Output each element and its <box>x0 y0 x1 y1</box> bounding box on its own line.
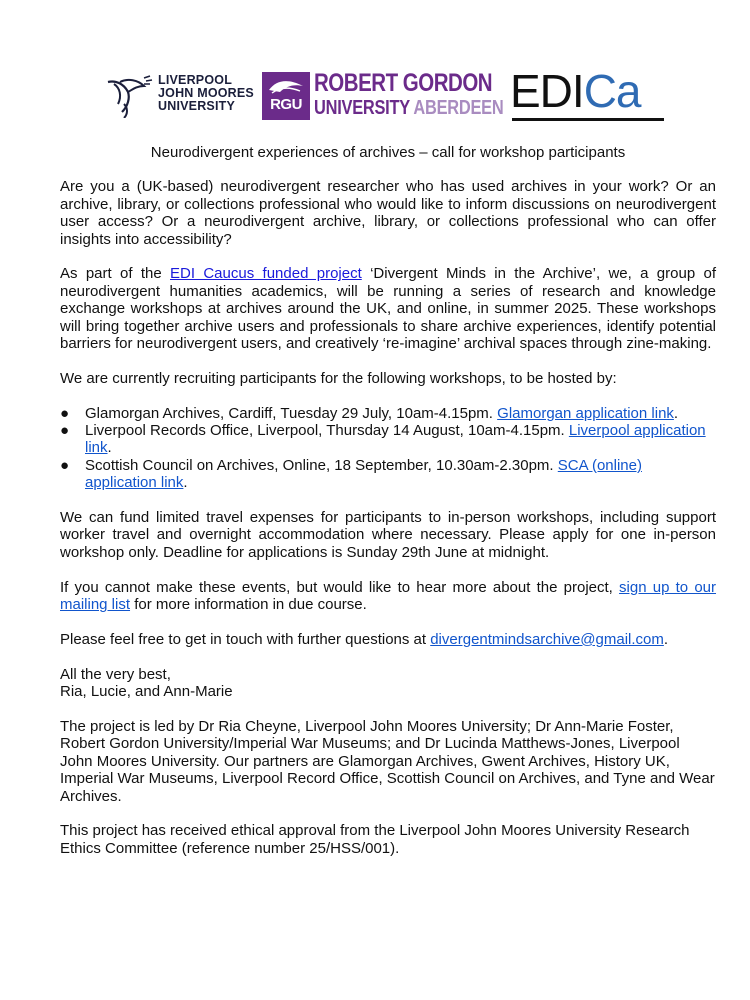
intro-paragraph: Are you a (UK-based) neurodivergent researcher who has used archives in your work? Or an archive, library, or collections professional who would like to inform discussions on neurodivergent user access? Or a neurodivergent archive, library, or collections professional who can offer insights into accessibility? <box>60 178 716 248</box>
recruiting-paragraph: We are currently recruiting participants for the following workshops, to be hosted by: <box>60 369 617 387</box>
contact-paragraph <box>60 631 716 648</box>
punct: . <box>107 439 112 457</box>
mailing-list-link[interactable]: sign up to our mailing list <box>60 578 717 614</box>
liverpool-application-link[interactable]: Liverpool application link <box>85 422 706 457</box>
workshop-details: Scottish Council on Archives, Online, 18 September, 10.30am-2.30pm. <box>85 456 558 474</box>
project-paragraph <box>60 265 716 352</box>
workshop-list <box>60 405 716 492</box>
edica-wordmark <box>510 66 641 116</box>
workshop-item-sca <box>60 457 716 492</box>
contact-text: Please feel free to get in touch with further questions at <box>60 630 431 648</box>
signatories: Ria, Lucie, and Ann-Marie <box>60 683 233 701</box>
mailing-paragraph <box>60 579 716 614</box>
ljmu-line-3: UNIVERSITY <box>158 99 236 113</box>
punct: . <box>183 474 188 492</box>
project-text-end: ‘Divergent Minds in the Archive’, we, a group of neurodivergent humanities academics, will be running a series of research and knowledge exchange workshops at archives around the UK, and online, in summer 2025. These workshops will bring together archive users and professionals to share archive experiences, identify potential barriers for neurodivergent users, and creatively ‘re-imagine’ archival spaces through zine-making. <box>60 265 716 353</box>
signature <box>60 666 716 701</box>
leaders-paragraph: The project is led by Dr Ria Cheyne, Liverpool John Moores University; Dr Ann-Marie Foster, Robert Gordon University/Imperial War Museums; and Dr Lucinda Matthews-Jones, Liverpool John Moores University. Our partners are Glamorgan Archives, Gwent Archives, History UK, Imperial War Museums, Liverpool Record Office, Scottish Council on Archives, and Tyne and Wear Archives. <box>60 717 715 805</box>
bullet-icon: ● <box>60 404 70 422</box>
rgu-abbr: RGU <box>270 96 302 113</box>
logo-banner <box>106 65 666 124</box>
bullet-icon: ● <box>60 456 70 474</box>
edi-caucus-link[interactable]: EDI Caucus funded project <box>170 265 362 283</box>
edica-edi: EDI <box>510 65 584 117</box>
ljmu-line-2: JOHN MOORES <box>158 86 254 100</box>
liver-bird-icon <box>106 74 154 118</box>
ljmu-wordmark <box>158 74 254 113</box>
ethics-paragraph: This project has received ethical approval from the Liverpool John Moores University Research Ethics Committee (reference number 25/HSS/001). <box>60 822 690 857</box>
rgu-name-line-2 <box>314 97 503 119</box>
workshop-details: Liverpool Records Office, Liverpool, Thursday 14 August, 10am-4.15pm. <box>85 422 569 440</box>
rgu-emblem <box>262 72 310 120</box>
glamorgan-application-link[interactable]: Glamorgan application link <box>497 404 674 422</box>
funding-paragraph: We can fund limited travel expenses for participants to in-person workshops, including support worker travel and overnight accommodation where necessary. Please apply for one in-person workshop only. Deadline for applications is Sunday 29th June at midnight. <box>60 509 716 561</box>
edica-underline <box>512 118 664 121</box>
rgu-university: UNIVERSITY <box>314 97 410 119</box>
mailing-text-start: If you cannot make these events, but would like to hear more about the project, <box>60 578 620 596</box>
ljmu-line-1: LIVERPOOL <box>158 73 233 87</box>
edica-ca: Ca <box>583 65 641 117</box>
sca-application-link[interactable]: SCA (online) application link <box>85 456 642 492</box>
bullet-icon: ● <box>60 422 70 440</box>
mailing-text-end: for more information in due course. <box>130 596 367 614</box>
rgu-aberdeen: ABERDEEN <box>413 97 504 119</box>
project-text-start: As part of the <box>60 265 171 283</box>
workshop-item-liverpool <box>60 422 716 457</box>
contact-email-link[interactable]: divergentmindsarchive@gmail.com <box>430 630 664 648</box>
rgu-logo <box>262 69 508 120</box>
workshop-item-glamorgan <box>60 405 716 422</box>
document-body <box>60 144 716 875</box>
workshop-details: Glamorgan Archives, Cardiff, Tuesday 29 July, 10am-4.15pm. <box>85 404 498 422</box>
page-title: Neurodivergent experiences of archives – call for workshop participants <box>150 144 626 161</box>
signoff: All the very best, <box>60 665 171 683</box>
edica-logo <box>510 66 666 126</box>
punct: . <box>663 630 669 648</box>
punct: . <box>673 404 679 422</box>
rgu-name-line-1: ROBERT GORDON <box>314 69 493 97</box>
ljmu-logo <box>106 72 256 118</box>
wave-icon <box>268 78 304 94</box>
